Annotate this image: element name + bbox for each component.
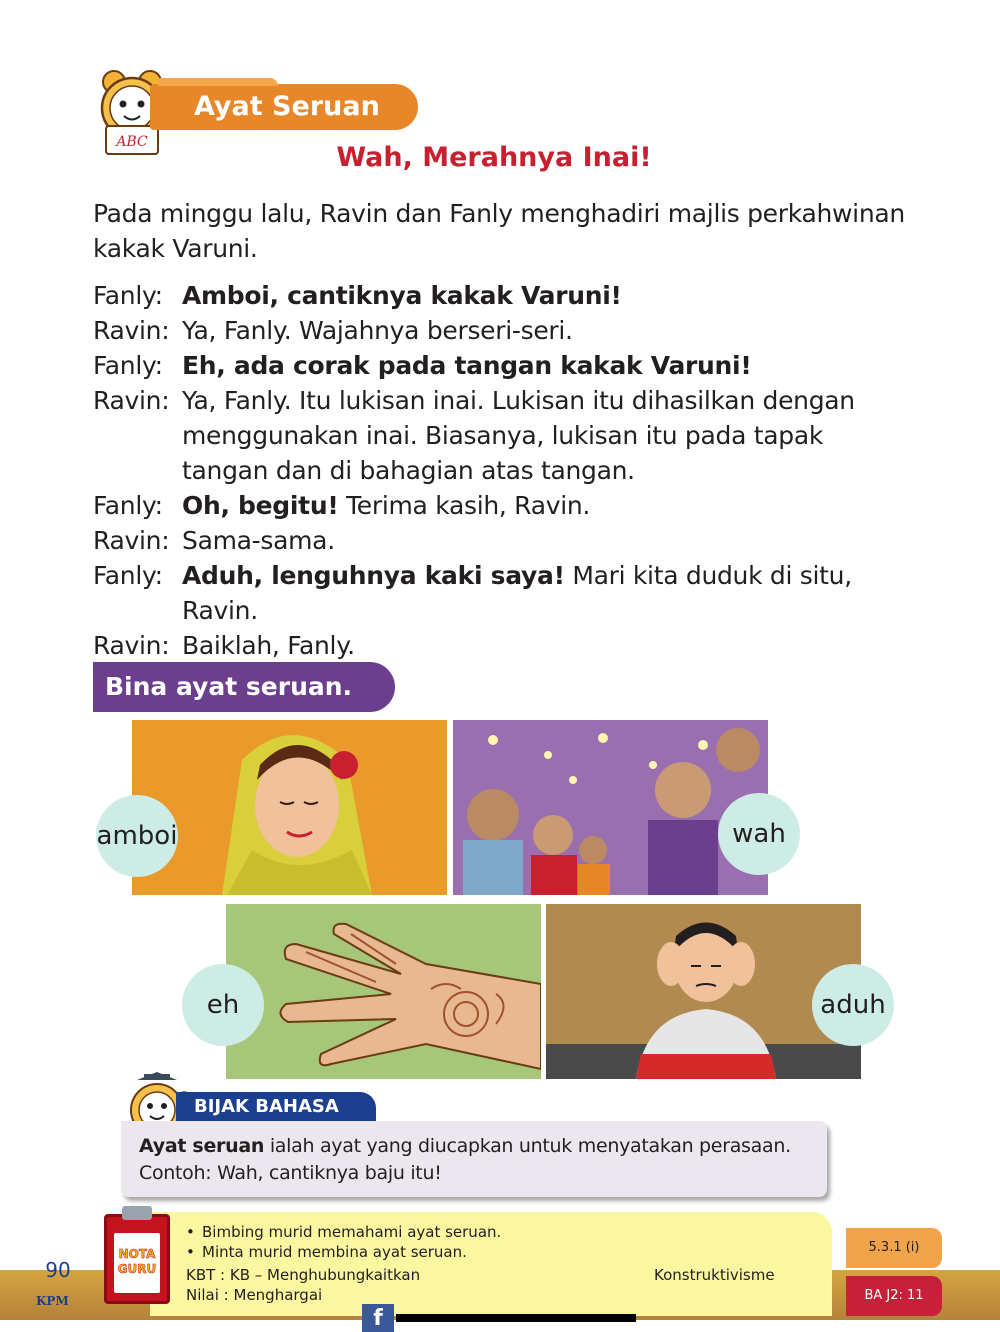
- word-bubble-eh: eh: [182, 964, 264, 1046]
- speaker: Ravin:: [93, 386, 170, 415]
- dialogue-line: [93, 348, 913, 383]
- redaction-bar: [396, 1314, 636, 1322]
- party-illustration: [453, 720, 768, 895]
- nota-guru-board-icon: [104, 1214, 170, 1304]
- speech: [182, 383, 913, 488]
- speech: [182, 313, 913, 348]
- mascot-label: ABC: [116, 134, 148, 150]
- dialogue-line: [93, 628, 913, 663]
- speech-text: Ya, Fanly. Itu lukisan inai. Lukisan itu dihasilkan dengan menggunakan inai. Biasanya, lukisan itu pada tapak tangan dan di bahagian atas tangan.: [182, 386, 855, 485]
- facebook-icon[interactable]: f: [362, 1304, 394, 1332]
- speech: [182, 628, 913, 663]
- section-title: Ayat Seruan: [150, 84, 418, 130]
- word-bubble-amboi: amboi: [96, 795, 178, 877]
- bijak-bahasa-definition-text: ialah ayat yang diucapkan untuk menyatakan perasaan.: [264, 1135, 791, 1157]
- nota-guru-label-top: NOTA: [118, 1247, 156, 1261]
- speaker: Fanly:: [93, 351, 163, 380]
- speaker: Ravin:: [93, 316, 170, 345]
- standard-code-tab: 5.3.1 (i): [846, 1228, 942, 1268]
- bijak-bahasa-term: Ayat seruan: [139, 1135, 265, 1157]
- speech: [182, 488, 913, 523]
- speech: [182, 278, 913, 313]
- dialogue-line: [93, 313, 913, 348]
- kpm-logo: KPM: [36, 1294, 69, 1308]
- dialogue: [93, 278, 913, 663]
- bijak-bahasa-example: Contoh: Wah, cantiknya baju itu!: [139, 1162, 442, 1184]
- speaker: Ravin:: [93, 526, 170, 555]
- speech-text: Baiklah, Fanly.: [182, 631, 355, 660]
- dialogue-line: [93, 558, 913, 628]
- nota-guru-approach: Konstruktivisme: [654, 1266, 775, 1284]
- dialogue-line: [93, 278, 913, 313]
- speech: [182, 558, 913, 628]
- activity-banner: Bina ayat seruan.: [93, 662, 395, 712]
- henna-hand-illustration: [226, 904, 541, 1079]
- book-code-tab: BA J2: 11: [846, 1276, 942, 1316]
- nota-guru-bullet: • Minta murid membina ayat seruan.: [186, 1242, 832, 1262]
- nota-guru-nilai: Nilai : Menghargai: [186, 1286, 323, 1304]
- page-number: 90: [45, 1258, 71, 1282]
- nota-guru-label-bottom: GURU: [117, 1262, 157, 1276]
- bride-illustration: [132, 720, 447, 895]
- word-bubble-wah: wah: [718, 793, 800, 875]
- intro-paragraph: Pada minggu lalu, Ravin dan Fanly menghadiri majlis perkahwinan kakak Varuni.: [93, 199, 905, 263]
- speech-exclamation: Oh, begitu!: [182, 491, 339, 520]
- bijak-bahasa-box: [121, 1121, 827, 1197]
- dialogue-line: [93, 488, 913, 523]
- bijak-bahasa-title: BIJAK BAHASA: [176, 1092, 376, 1122]
- speech: [182, 523, 913, 558]
- speech-text: Ya, Fanly. Wajahnya berseri-seri.: [182, 316, 573, 345]
- dialogue-line: [93, 383, 913, 488]
- story-title: Wah, Merahnya Inai!: [336, 142, 652, 173]
- speech: [182, 348, 913, 383]
- speech-exclamation: Amboi, cantiknya kakak Varuni!: [182, 281, 622, 310]
- speech-exclamation: Aduh, lenguhnya kaki saya!: [182, 561, 565, 590]
- dialogue-line: [93, 523, 913, 558]
- speech-text: Terima kasih, Ravin.: [338, 491, 591, 520]
- speech-text: Sama-sama.: [182, 526, 335, 555]
- nota-guru-bullet: • Bimbing murid memahami ayat seruan.: [186, 1222, 832, 1242]
- speaker: Fanly:: [93, 561, 163, 590]
- speech-text: Mari kita duduk di situ, Ravin.: [182, 561, 852, 625]
- speaker: Fanly:: [93, 281, 163, 310]
- bijak-bahasa-definition: [139, 1133, 809, 1160]
- speech-exclamation: Eh, ada corak pada tangan kakak Varuni!: [182, 351, 752, 380]
- clipboard-clip-icon: [122, 1206, 152, 1220]
- word-bubble-aduh: aduh: [812, 964, 894, 1046]
- speaker: Fanly:: [93, 491, 163, 520]
- speaker: Ravin:: [93, 631, 170, 660]
- nota-guru-kbt: KBT : KB – Menghubungkaitkan: [186, 1266, 421, 1284]
